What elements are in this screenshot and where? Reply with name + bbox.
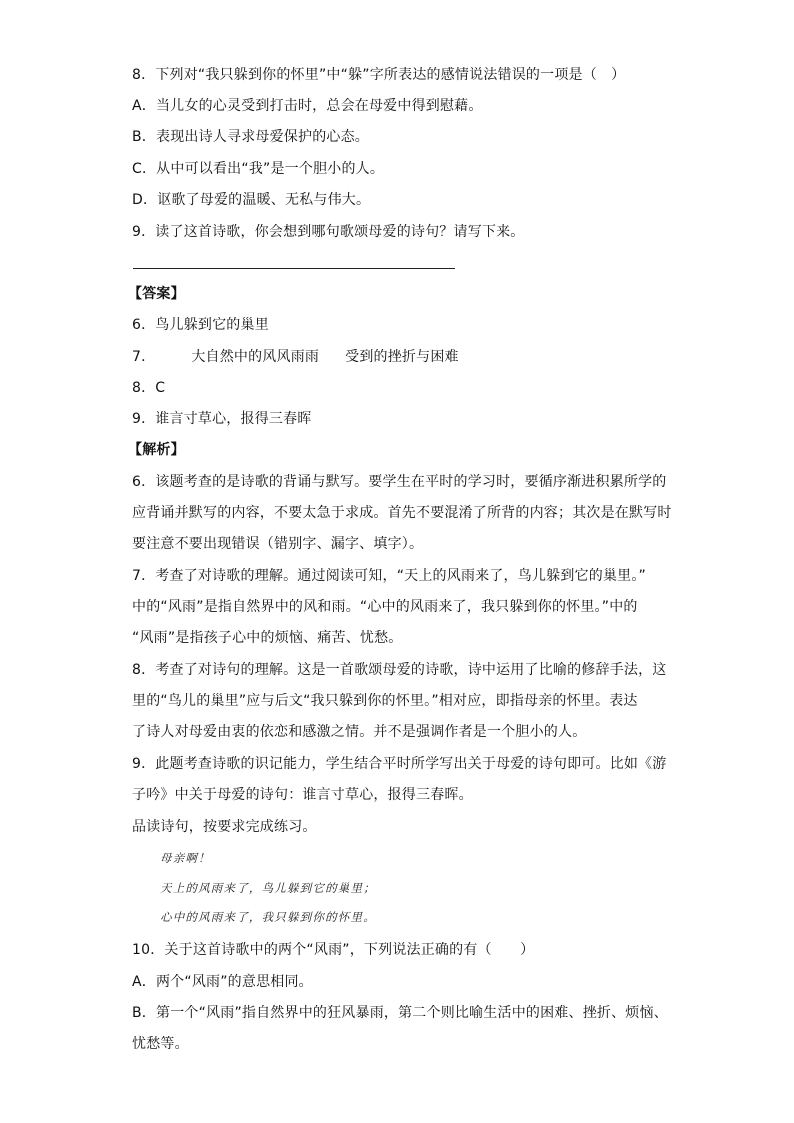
- answer-7: [132, 347, 459, 367]
- analysis-heading: 【解析】: [128, 442, 185, 458]
- answer-heading: 【答案】: [128, 286, 185, 302]
- analysis-line: 里的“鸟儿的巢里”应与后文“我只躲到你的怀里。”相对应，即指母亲的怀里。表达: [132, 693, 638, 709]
- answer-7-blank-1: 大自然中的风风雨雨: [191, 349, 320, 365]
- analysis-line: 子吟》中关于母爱的诗句：谁言寸草心，报得三春晖。: [132, 787, 473, 803]
- question-10-option-b-continued: 忧愁等。: [132, 1036, 189, 1052]
- question-8-option-c: C．从中可以看出“我”是一个胆小的人。: [132, 161, 385, 177]
- analysis-line: 7．考查了对诗歌的理解。通过阅读可知，“天上的风雨来了，鸟儿躲到它的巢里。”: [132, 568, 647, 584]
- question-8-option-b: B．表现出诗人寻求母爱保护的心态。: [132, 129, 370, 145]
- question-10-option-b: B．第一个“风雨”指自然界中的狂风暴雨，第二个则比喻生活中的困难、挫折、烦恼、: [132, 1005, 668, 1021]
- question-8-stem: 8．下列对“我只躲到你的怀里”中“躲”字所表达的感情说法错误的一项是（ ）: [132, 67, 626, 83]
- analysis-line: 要注意不要出现错误（错别字、漏字、填字）。: [132, 536, 424, 552]
- question-10-option-a: A．两个“风雨”的意思相同。: [132, 974, 313, 990]
- poem-line: 母亲啊！: [160, 851, 211, 865]
- answer-7-blank-2: 受到的挫折与困难: [345, 349, 459, 365]
- question-8-option-a: A．当儿女的心灵受到打击时，总会在母爱中得到慰藉。: [132, 98, 483, 114]
- analysis-line: “风雨”是指孩子心中的烦恼、痛苦、忧愁。: [132, 630, 403, 646]
- analysis-line: 8．考查了对诗句的理解。这是一首歌颂母爱的诗歌，诗中运用了比喻的修辞手法，这: [132, 662, 667, 678]
- analysis-line: 了诗人对母爱由衷的依恋和感激之情。并不是强调作者是一个胆小的人。: [132, 724, 587, 740]
- analysis-line: 6．该题考查的是诗歌的背诵与默写。要学生在平时的学习时，要循序渐进积累所学的: [132, 474, 667, 490]
- poem-line: 心中的风雨来了，我只躲到你的怀里。: [160, 910, 376, 924]
- answer-blank-line: [133, 268, 455, 269]
- analysis-line: 9．此题考查诗歌的识记能力，学生结合平时所学写出关于母爱的诗句即可。比如《游: [132, 756, 667, 772]
- analysis-line: 中的“风雨”是指自然界中的风和雨。“心中的风雨来了，我只躲到你的怀里。”中的: [132, 599, 638, 615]
- analysis-line: 应背诵并默写的内容，不要太急于求成。首先不要混淆了所背的内容；其次是在默写时: [132, 505, 672, 521]
- instruction-text: 品读诗句，按要求完成练习。: [132, 819, 317, 835]
- answer-7-number: 7．: [132, 349, 156, 365]
- question-10-stem: 10．关于这首诗歌中的两个“风雨”，下列说法正确的有（ ）: [132, 942, 535, 958]
- answer-8: 8．C: [132, 380, 166, 396]
- question-8-option-d: D．讴歌了母爱的温暖、无私与伟大。: [132, 192, 371, 208]
- answer-6: 6．鸟儿躲到它的巢里: [132, 317, 269, 333]
- answer-9: 9．谁言寸草心，报得三春晖: [132, 411, 312, 427]
- question-9-stem: 9．读了这首诗歌，你会想到哪句歌颂母爱的诗句？请写下来。: [132, 224, 525, 240]
- poem-line: 天上的风雨来了，鸟儿躲到它的巢里；: [160, 881, 376, 895]
